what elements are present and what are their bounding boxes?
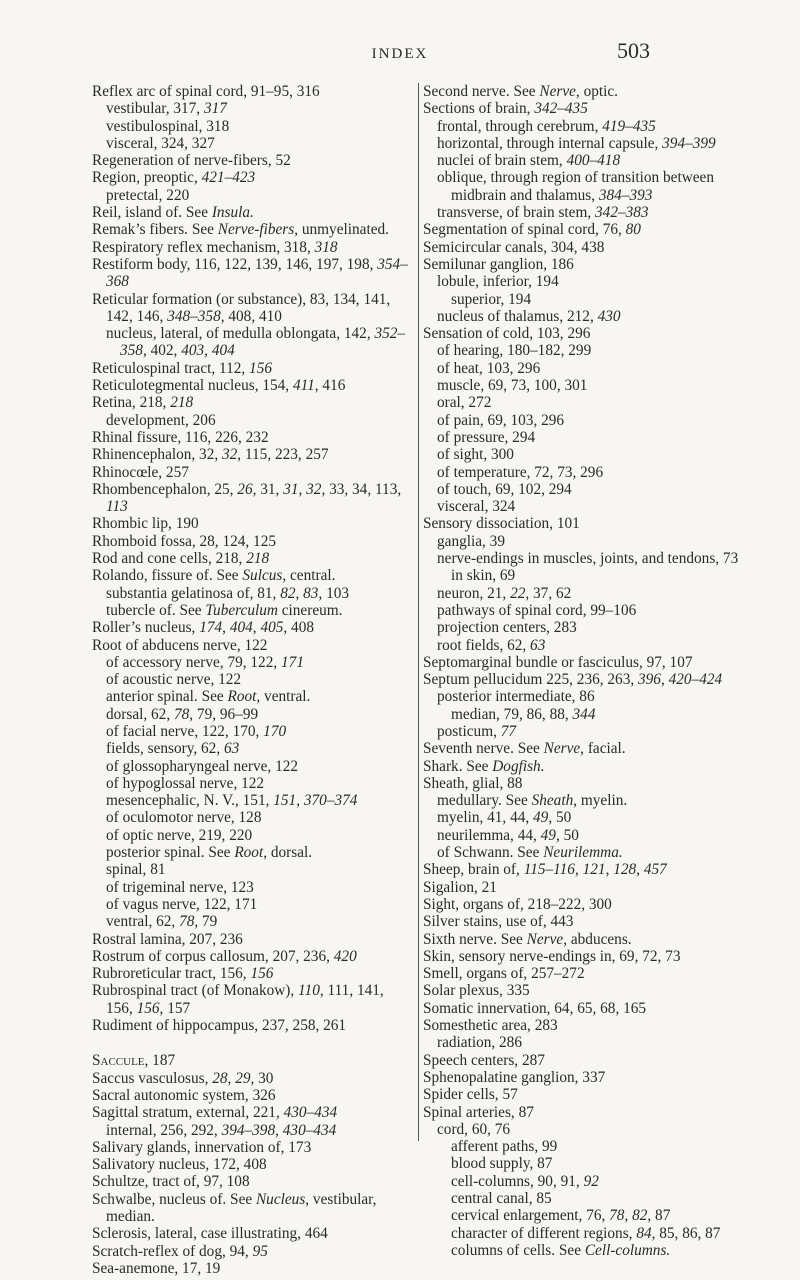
index-subentry: of optic nerve, 219, 220 [106, 826, 253, 844]
index-subentry: muscle, 69, 73, 100, 301 [437, 377, 588, 395]
index-subentry: cord, 60, 76 [437, 1120, 511, 1138]
index-subentry: oblique, through region of transition between midbrain and thalamus, 384–393 [437, 169, 714, 204]
index-entry: Salivary glands, innervation of, 173 [92, 1138, 312, 1156]
index-subentry: of touch, 69, 102, 294 [437, 480, 572, 498]
index-subentry: of pressure, 294 [437, 428, 536, 446]
index-entry: Rubroreticular tract, 156, 156 [92, 965, 274, 983]
index-entry: Rhinocœle, 257 [92, 463, 189, 481]
index-entry: Sections of brain, 342–435 [423, 100, 588, 118]
index-entry: Solar plexus, 335 [423, 982, 530, 1000]
index-subentry: of accessory nerve, 79, 122, 171 [106, 653, 304, 671]
index-subentry: superior, 194 [451, 290, 532, 308]
index-subentry: central canal, 85 [451, 1190, 552, 1207]
index-entry: Rhinal fissure, 116, 226, 232 [92, 428, 269, 446]
index-entry: Somesthetic area, 283 [423, 1017, 558, 1035]
index-entry: Sagittal stratum, external, 221, 430–434 [92, 1104, 338, 1122]
index-entry: Retina, 218, 218 [92, 394, 194, 412]
index-subentry: of oculomotor nerve, 128 [106, 809, 262, 827]
index-entry: Sensation of cold, 103, 296 [423, 325, 591, 343]
index-subentry: vestibular, 317, 317 [106, 100, 227, 118]
index-entry: Reil, island of. See Insula. [92, 204, 254, 222]
index-entry: Rolando, fissure of. See Sulcus, central. [92, 567, 336, 585]
index-entry: Shark. See Dogfish. [423, 757, 545, 775]
index-entry: Silver stains, use of, 443 [423, 913, 574, 931]
index-subentry: transverse, of brain stem, 342–383 [437, 204, 649, 222]
index-subentry: projection centers, 283 [437, 619, 577, 637]
index-entry: Skin, sensory nerve-endings in, 69, 72, 73 [423, 947, 681, 965]
index-subentry: of heat, 103, 296 [437, 359, 541, 377]
index-entry: Septomarginal bundle or fasciculus, 97, 107 [423, 653, 693, 671]
index-subentry: lobule, inferior, 194 [437, 273, 559, 291]
index-entry: Sea-anemone, 17, 19 [92, 1259, 221, 1277]
index-subentry: posterior spinal. See Root, dorsal. [106, 844, 313, 862]
index-entry: Remak’s fibers. See Nerve-fibers, unmyelinated. [92, 221, 389, 239]
index-subentry: vestibulospinal, 318 [106, 117, 230, 135]
index-entry: Rubrospinal tract (of Monakow), 110, 111, 141, 156, 156, 157 [92, 982, 384, 1017]
index-subentry: of acoustic nerve, 122 [106, 671, 242, 689]
index-entry: Respiratory reflex mechanism, 318, 318 [92, 238, 338, 256]
index-entry: Restiform body, 116, 122, 139, 146, 197, 198, 354–368 [92, 255, 408, 291]
index-subentry: of pain, 69, 103, 296 [437, 411, 565, 429]
index-entry: Reflex arc of spinal cord, 91–95, 316 [92, 83, 320, 100]
index-subentry: posticum, 77 [437, 722, 517, 740]
index-subentry: medullary. See Sheath, myelin. [437, 792, 628, 810]
index-subentry: anterior spinal. See Root, ventral. [106, 688, 311, 706]
index-entry: Regeneration of nerve-fibers, 52 [92, 152, 291, 170]
index-subentry: visceral, 324 [437, 498, 516, 516]
index-entry: Reticulospinal tract, 112, 156 [92, 359, 272, 377]
index-entry: Schwalbe, nucleus of. See Nucleus, vestibular, median. [92, 1190, 377, 1225]
index-subentry: neurilemma, 44, 49, 50 [437, 826, 579, 844]
index-subentry: pretectal, 220 [106, 186, 190, 204]
index-subentry: ventral, 62, 78, 79 [106, 913, 218, 931]
index-entry: Seventh nerve. See Nerve, facial. [423, 740, 626, 758]
index-subentry: myelin, 41, 44, 49, 50 [437, 809, 572, 827]
index-entry: Rhombic lip, 190 [92, 515, 199, 533]
index-subentry: frontal, through cerebrum, 419–435 [437, 117, 656, 135]
index-subentry: of facial nerve, 122, 170, 170 [106, 722, 287, 740]
index-entry: Sheep, brain of, 115–116, 121, 128, 457 [423, 861, 667, 879]
index-subentry: of trigeminal nerve, 123 [106, 878, 254, 896]
index-entry: Roller’s nucleus, 174, 404, 405, 408 [92, 619, 314, 637]
section-gap [92, 1034, 410, 1052]
index-entry: Region, preoptic, 421–423 [92, 169, 256, 187]
index-subentry: fields, sensory, 62, 63 [106, 740, 240, 758]
index-subentry: substantia gelatinosa of, 81, 82, 83, 103 [106, 584, 350, 602]
page-number: 503 [617, 38, 650, 63]
index-subentry: columns of cells. See Cell-columns. [451, 1241, 671, 1259]
index-entry: Sclerosis, lateral, case illustrating, 464 [92, 1225, 328, 1243]
index-entry: Sight, organs of, 218–222, 300 [423, 895, 612, 913]
index-entry: Rhinencephalon, 32, 32, 115, 223, 257 [92, 446, 329, 464]
index-subentry: nucleus, lateral, of medulla oblongata, 142, 352–358, 402, 403, 404 [106, 325, 406, 360]
index-entry: Spinal arteries, 87 [423, 1103, 534, 1121]
index-entry: Semilunar ganglion, 186 [423, 255, 574, 273]
index-entry: Sensory dissociation, 101 [423, 515, 580, 533]
index-entry: Reticular formation (or substance), 83, 134, 141, 142, 146, 348–358, 408, 410 [92, 290, 391, 325]
index-entry: Sixth nerve. See Nerve, abducens. [423, 930, 632, 948]
index-entry: Rod and cone cells, 218, 218 [92, 550, 270, 568]
index-entry: Segmentation of spinal cord, 76, 80 [423, 221, 641, 239]
index-subentry: of hearing, 180–182, 299 [437, 342, 592, 360]
index-entry: Salivatory nucleus, 172, 408 [92, 1156, 267, 1174]
index-subentry: ganglia, 39 [437, 532, 505, 550]
page-header [0, 38, 800, 68]
index-subentry: dorsal, 62, 78, 79, 96–99 [106, 705, 259, 723]
index-entry: Second nerve. See Nerve, optic. [423, 83, 618, 100]
index-subentry: in skin, 69 [451, 567, 516, 585]
index-subentry: internal, 256, 292, 394–398, 430–434 [106, 1121, 337, 1139]
index-entry: Rudiment of hippocampus, 237, 258, 261 [92, 1017, 347, 1035]
index-subentry: radiation, 286 [437, 1034, 522, 1052]
index-subentry: of glossopharyngeal nerve, 122 [106, 757, 299, 775]
index-subentry: of sight, 300 [437, 446, 514, 464]
index-subentry: root fields, 62, 63 [437, 636, 546, 654]
index-subentry: neuron, 21, 22, 37, 62 [437, 584, 572, 602]
index-subentry: posterior intermediate, 86 [437, 688, 595, 706]
index-entry: Semicircular canals, 304, 438 [423, 238, 605, 256]
index-subentry: afferent paths, 99 [451, 1138, 558, 1156]
index-entry: Reticulotegmental nucleus, 154, 411, 416 [92, 377, 346, 395]
index-entry: Septum pellucidum 225, 236, 263, 396, 420–424 [423, 671, 723, 689]
index-subentry: visceral, 324, 327 [106, 134, 215, 152]
index-subentry: of vagus nerve, 122, 171 [106, 895, 258, 913]
index-subentry: character of different regions, 84, 85, 86, 87 [451, 1224, 721, 1242]
index-subentry: development, 206 [106, 411, 216, 429]
index-entry: Spider cells, 57 [423, 1086, 518, 1104]
index-entry: Smell, organs of, 257–272 [423, 965, 585, 983]
index-entry: Sigalion, 21 [423, 878, 497, 896]
index-subentry: cervical enlargement, 76, 78, 82, 87 [451, 1207, 671, 1225]
index-subentry: spinal, 81 [106, 861, 166, 879]
index-column-left [92, 83, 410, 1277]
index-subentry: of temperature, 72, 73, 296 [437, 463, 604, 481]
index-subentry: nerve-endings in muscles, joints, and tendons, 73 [437, 550, 739, 568]
index-subentry: mesencephalic, N. V., 151, 151, 370–374 [106, 792, 358, 810]
index-entry: Root of abducens nerve, 122 [92, 636, 268, 654]
index-subentry: pathways of spinal cord, 99–106 [437, 601, 637, 619]
index-entry: Speech centers, 287 [423, 1051, 545, 1069]
index-subentry: nucleus of thalamus, 212, 430 [437, 307, 621, 325]
index-entry: Sphenopalatine ganglion, 337 [423, 1068, 606, 1086]
index-subentry: of Schwann. See Neurilemma. [437, 844, 623, 862]
index-subentry: of hypoglossal nerve, 122 [106, 774, 265, 792]
index-subentry: nuclei of brain stem, 400–418 [437, 152, 621, 170]
index-entry: Rhombencephalon, 25, 26, 31, 31, 32, 33, 34, 113, 113 [92, 480, 402, 516]
index-subentry: oral, 272 [437, 394, 492, 412]
running-head: INDEX [371, 46, 429, 62]
index-entry: Schultze, tract of, 97, 108 [92, 1173, 250, 1191]
index-entry: Rostral lamina, 207, 236 [92, 930, 243, 948]
index-entry: Rostrum of corpus callosum, 207, 236, 420 [92, 947, 357, 965]
index-column-right [418, 83, 761, 1259]
index-subentry: horizontal, through internal capsule, 394–399 [437, 134, 716, 152]
index-subentry: cell-columns, 90, 91, 92 [451, 1172, 599, 1190]
index-entry: Scratch-reflex of dog, 94, 95 [92, 1242, 268, 1260]
index-entry: Sacral autonomic system, 326 [92, 1086, 276, 1104]
index-subentry: tubercle of. See Tuberculum cinereum. [106, 601, 343, 619]
index-entry: Saccus vasculosus, 28, 29, 30 [92, 1069, 274, 1087]
index-subentry: blood supply, 87 [451, 1155, 553, 1173]
index-entry: Sheath, glial, 88 [423, 774, 523, 792]
index-entry: Rhomboid fossa, 28, 124, 125 [92, 532, 276, 550]
index-entry: Somatic innervation, 64, 65, 68, 165 [423, 999, 647, 1017]
index-subentry: median, 79, 86, 88, 344 [451, 705, 596, 723]
index-entry: Saccule, 187 [92, 1052, 176, 1070]
